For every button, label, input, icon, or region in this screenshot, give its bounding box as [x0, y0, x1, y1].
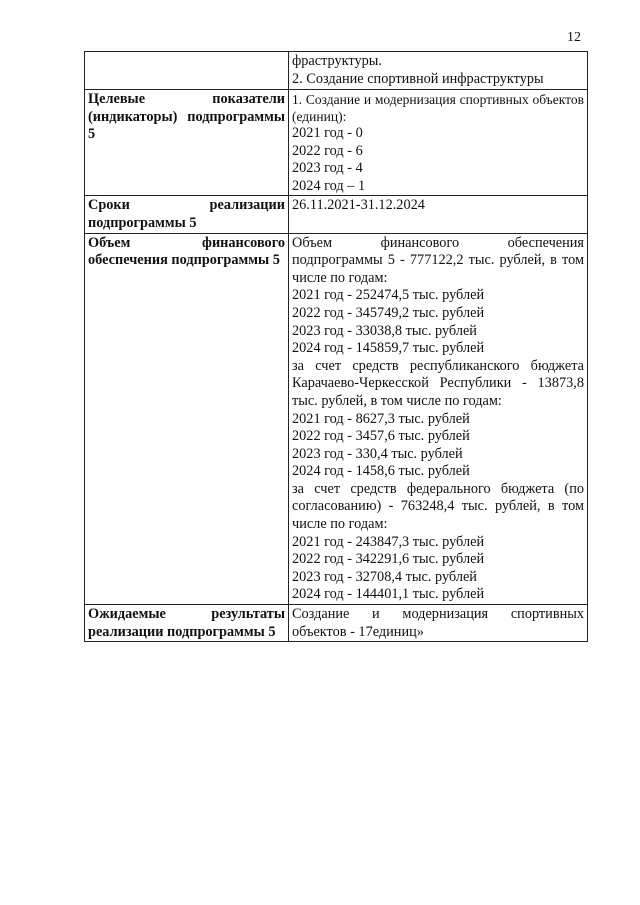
value-line: Создание и модернизация спортивных объектов - 17единиц» — [292, 606, 584, 640]
value-line: 2021 год - 0 — [292, 125, 363, 141]
row-label: Целевые показатели (индикаторы) подпрограммы 5 — [85, 90, 289, 196]
row-value — [289, 52, 588, 90]
row-label: Объем финансового обеспечения подпрограммы 5 — [85, 233, 289, 604]
value-line: за счет средств федерального бюджета (по согласованию) - 763248,4 тыс. рублей, в том числе по годам: — [292, 480, 584, 533]
row-value — [289, 90, 588, 196]
row-label: Ожидаемые результаты реализации подпрограммы 5 — [85, 605, 289, 642]
value-line: за счет средств республиканского бюджета Карачаево-Черкесской Республики - 13873,8 тыс. рублей, в том числе по годам: — [292, 357, 584, 409]
table-row — [85, 90, 588, 196]
value-line: 2022 год - 345749,2 тыс. рублей — [292, 304, 485, 321]
row-label: Сроки реализации подпрограммы 5 — [85, 196, 289, 233]
row-value — [289, 196, 588, 233]
value-line: Объем финансового обеспечения подпрограммы 5 - 777122,2 тыс. рублей, в том числе по годам: — [292, 234, 584, 286]
table-row — [85, 233, 588, 604]
row-value — [289, 233, 588, 604]
value-line: 2022 год - 6 — [292, 142, 363, 159]
value-line: 2021 год - 243847,3 тыс. рублей — [292, 533, 485, 550]
value-line: 2023 год - 33038,8 тыс. рублей — [292, 322, 477, 339]
value-line: 2021 год - 252474,5 тыс. рублей — [292, 287, 485, 304]
row-label — [85, 52, 289, 90]
value-line: фраструктуры. — [292, 53, 382, 69]
value-line: 2024 год - 144401,1 тыс. рублей — [292, 586, 485, 603]
value-line: 2022 год - 342291,6 тыс. рублей — [292, 551, 485, 568]
value-line: 2024 год – 1 — [292, 177, 366, 194]
value-line: 2024 год - 1458,6 тыс. рублей — [292, 463, 470, 480]
value-line: 2022 год - 3457,6 тыс. рублей — [292, 428, 470, 445]
value-line: 1. Создание и модернизация спортивных объектов (единиц): — [292, 92, 584, 124]
value-line: 2. Создание спортивной инфраструктуры — [292, 70, 544, 87]
value-line: 2023 год - 32708,4 тыс. рублей — [292, 568, 477, 585]
row-value — [289, 605, 588, 642]
table-row — [85, 196, 588, 233]
table-row — [85, 605, 588, 642]
value-line: 2023 год - 330,4 тыс. рублей — [292, 445, 463, 462]
page-number: 12 — [567, 30, 581, 45]
value-line: 2024 год - 145859,7 тыс. рублей — [292, 340, 485, 357]
table-row — [85, 52, 588, 90]
subprogram-passport-table — [84, 51, 588, 642]
value-line: 2023 год - 4 — [292, 160, 363, 177]
value-line: 2021 год - 8627,3 тыс. рублей — [292, 410, 470, 427]
value-line: 26.11.2021-31.12.2024 — [292, 197, 425, 214]
